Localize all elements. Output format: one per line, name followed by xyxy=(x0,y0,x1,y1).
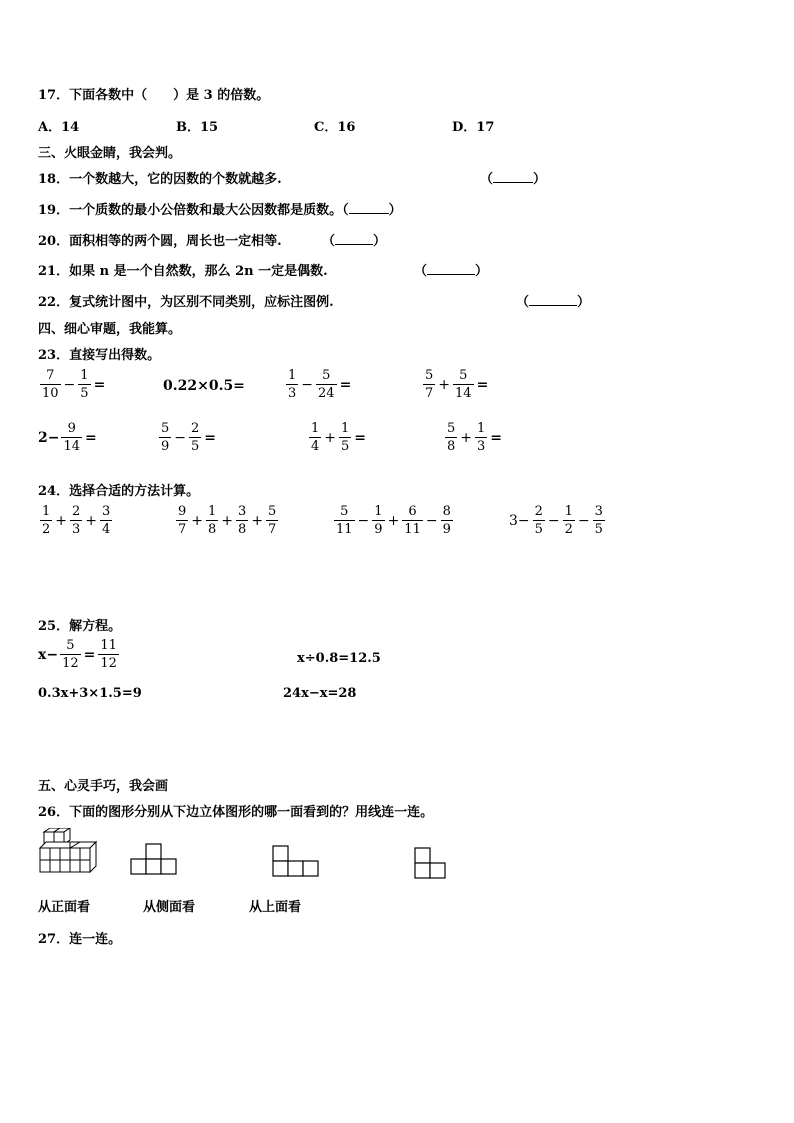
option-c: C．16 xyxy=(314,120,356,135)
caption-top-view: 从上面看 xyxy=(249,900,302,915)
caption-side-view: 从侧面看 xyxy=(143,900,196,915)
calc-23-4: $\frac{5}{7}$ + $\frac{5}{14}$ = xyxy=(425,368,489,401)
answer-blank[interactable] xyxy=(335,233,373,245)
equation-25-3: 0.3x+3×1.5=9 xyxy=(38,686,142,701)
equation-25-2: x÷0.8=12.5 xyxy=(297,651,381,666)
question-26-title: 26．下面的图形分别从下边立体图形的哪一面看到的？用线连一连。 xyxy=(38,805,434,820)
answer-blank[interactable] xyxy=(493,171,533,183)
question-18: 18．一个数越大，它的因数的个数就越多. xyxy=(38,172,282,187)
calc-24-2: $\frac{9}{7}$ + $\frac{1}{8}$ + $\frac{3}{8}$ + $\frac{5}{7}$ xyxy=(178,504,277,537)
calc-23-5: 2− $\frac{9}{14}$ = xyxy=(38,421,97,454)
answer-blank[interactable] xyxy=(349,202,389,214)
option-d: D．17 xyxy=(452,120,495,135)
equation-25-1: x− $\frac{5}{12}$ = $\frac{11}{12}$ xyxy=(38,638,117,671)
calc-23-8: $\frac{5}{8}$ + $\frac{1}{3}$ = xyxy=(447,421,503,454)
option-b: B．15 xyxy=(176,120,219,135)
view-figure-2 xyxy=(272,844,320,880)
view-figure-3 xyxy=(414,846,448,882)
section-3-heading: 三、火眼金睛，我会判。 xyxy=(38,146,182,161)
question-27-title: 27．连一连。 xyxy=(38,932,122,947)
answer-paren-18: （ ） xyxy=(480,172,547,187)
question-20: 20．面积相等的两个圆，周长也一定相等. xyxy=(38,234,282,249)
section-4-heading: 四、细心审题，我能算。 xyxy=(38,322,182,337)
answer-paren-21: （ ） xyxy=(414,264,489,279)
view-figure-1 xyxy=(130,842,178,878)
question-22: 22．复式统计图中，为区别不同类别，应标注图例. xyxy=(38,295,334,310)
caption-front-view: 从正面看 xyxy=(38,900,91,915)
calc-23-3: $\frac{1}{3}$ − $\frac{5}{24}$ = xyxy=(288,368,352,401)
question-25-title: 25．解方程。 xyxy=(38,619,122,634)
question-21: 21．如果 n 是一个自然数，那么 2n 一定是偶数. xyxy=(38,264,328,279)
answer-blank[interactable] xyxy=(427,263,475,275)
answer-paren-20: （ ） xyxy=(322,234,387,249)
calc-24-3: $\frac{5}{11}$ − $\frac{1}{9}$ + $\frac{6}{11}$ − $\frac{8}{9}$ xyxy=(336,504,451,537)
answer-paren-22: （ ） xyxy=(516,295,591,310)
calc-23-2: 0.22×0.5= xyxy=(163,378,245,394)
calc-24-4: 3− $\frac{2}{5}$ − $\frac{1}{2}$ − $\frac{3}{5}$ xyxy=(509,504,603,537)
calc-23-7: $\frac{1}{4}$ + $\frac{1}{5}$ = xyxy=(311,421,367,454)
option-a: A．14 xyxy=(38,120,80,135)
calc-23-1: $\frac{7}{10}$ − $\frac{1}{5}$ = xyxy=(42,368,106,401)
calc-23-6: $\frac{5}{9}$ − $\frac{2}{5}$ = xyxy=(161,421,217,454)
question-17: 17．下面各数中（ ）是 3 的倍数。 xyxy=(38,88,270,103)
answer-blank[interactable] xyxy=(529,294,577,306)
question-24-title: 24．选择合适的方法计算。 xyxy=(38,484,200,499)
section-5-heading: 五、心灵手巧，我会画 xyxy=(38,779,169,794)
solid-figure xyxy=(38,828,102,878)
question-23-title: 23．直接写出得数。 xyxy=(38,348,161,363)
question-19: 19．一个质数的最小公倍数和最大公因数都是质数。（ ） xyxy=(38,203,402,218)
equation-25-4: 24x−x=28 xyxy=(283,686,357,701)
calc-24-1: $\frac{1}{2}$ + $\frac{2}{3}$ + $\frac{3}{4}$ xyxy=(42,504,111,537)
